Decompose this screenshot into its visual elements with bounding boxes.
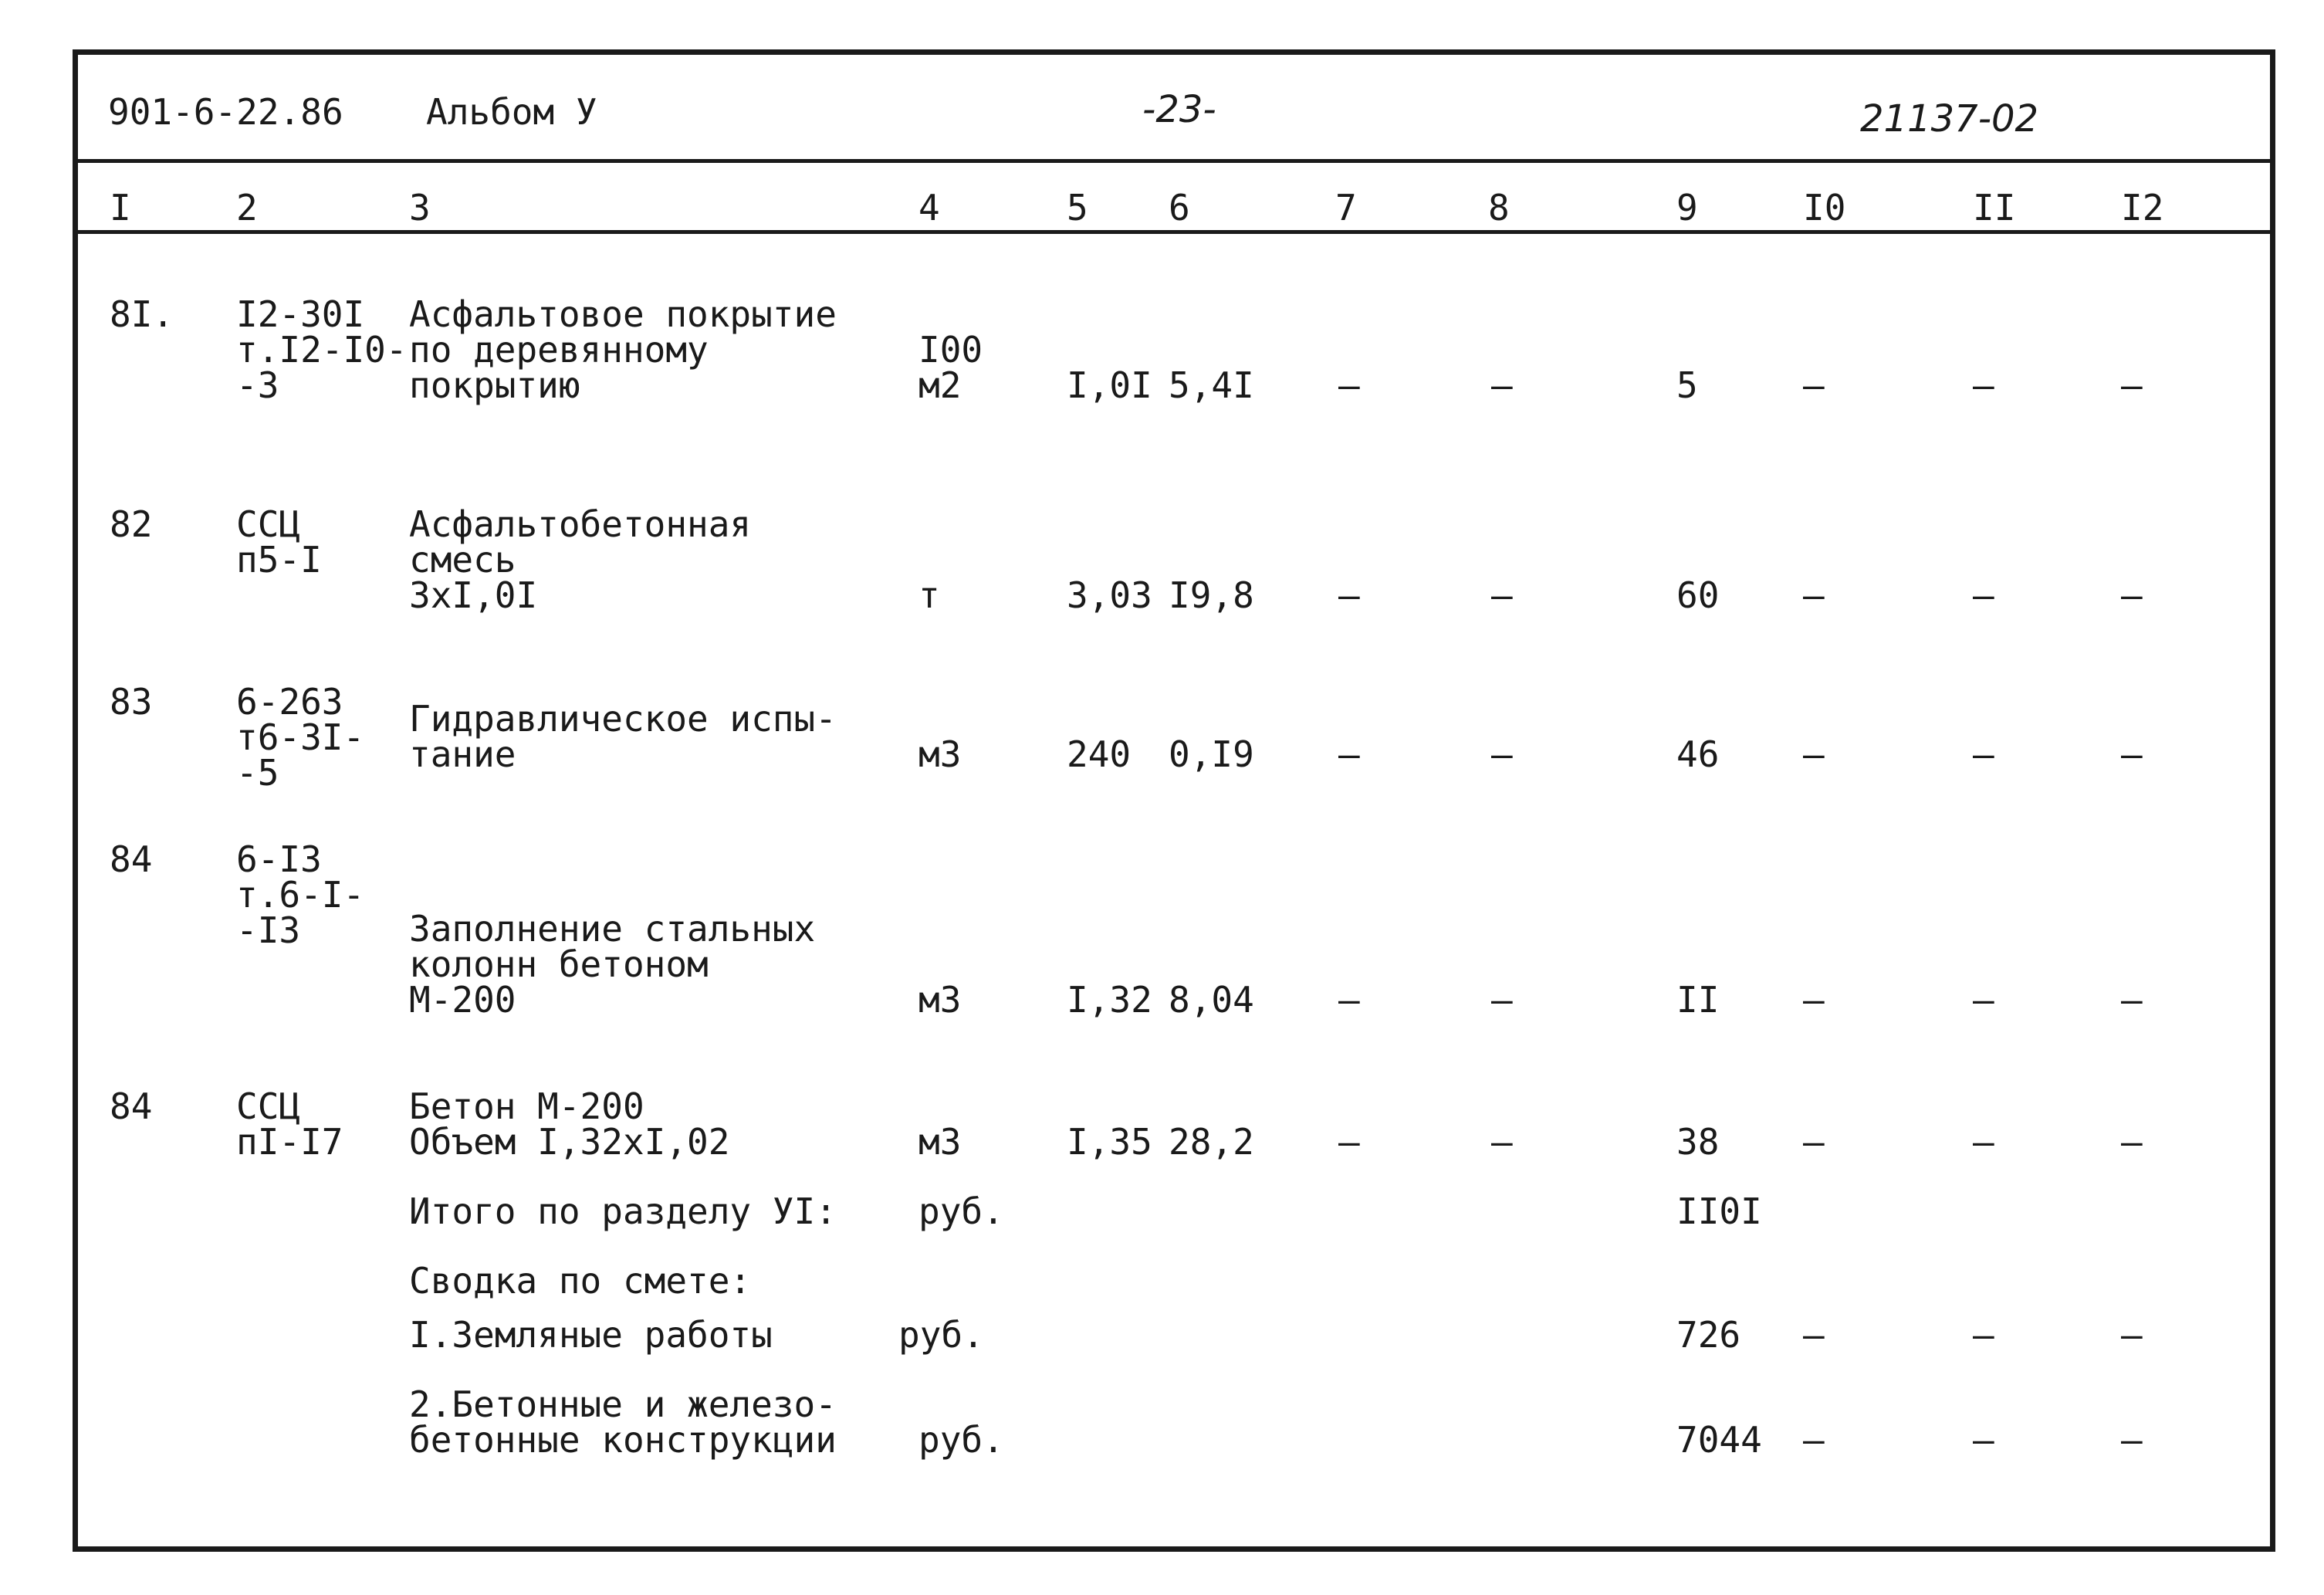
row-number: 84 — [110, 1085, 153, 1127]
row-col10: – — [1803, 979, 1825, 1021]
page-frame — [73, 49, 2275, 1552]
row-code: ССЦ пI-I7 — [236, 1085, 343, 1163]
summary-item-col10: – — [1803, 1314, 1825, 1356]
row-col7: – — [1338, 364, 1360, 406]
row-unit: т — [918, 574, 940, 616]
section-total-label: Итого по разделу УI: — [409, 1190, 837, 1232]
row-col8: – — [1491, 733, 1513, 775]
col-header-4: 4 — [918, 187, 940, 229]
album-label: Альбом У — [426, 91, 597, 133]
summary-item-value: 7044 — [1676, 1419, 1762, 1461]
summary-item-col10: – — [1803, 1419, 1825, 1461]
section-total-value: II0I — [1676, 1190, 1762, 1232]
row-unit: м3 — [918, 1121, 962, 1163]
row-col8: – — [1491, 1121, 1513, 1163]
page-number: -23- — [1142, 88, 1216, 131]
row-col10: – — [1803, 364, 1825, 406]
col-header-10: I0 — [1803, 187, 1846, 229]
summary-item-col12: – — [2121, 1314, 2143, 1356]
row-col11: – — [1973, 979, 1994, 1021]
row-number: 82 — [110, 503, 153, 545]
row-qty: 3,03 — [1067, 574, 1152, 616]
row-col11: – — [1973, 364, 1994, 406]
row-qty: I,35 — [1067, 1121, 1152, 1163]
row-col10: – — [1803, 733, 1825, 775]
row-price: 28,2 — [1169, 1121, 1254, 1163]
col-header-9: 9 — [1676, 187, 1698, 229]
row-price: 0,I9 — [1169, 733, 1254, 775]
col-header-5: 5 — [1067, 187, 1088, 229]
row-price: 5,4I — [1169, 364, 1254, 406]
row-name: Асфальтовое покрытие по деревянному покрытию — [409, 293, 837, 406]
row-col12: – — [2121, 364, 2143, 406]
row-number: 8I. — [110, 293, 174, 335]
col-header-1: I — [110, 187, 131, 229]
row-unit: м3 — [918, 979, 962, 1021]
row-code: I2-30I т.I2-I0- -3 — [236, 293, 408, 406]
row-col10: – — [1803, 1121, 1825, 1163]
col-header-8: 8 — [1488, 187, 1510, 229]
row-col7: – — [1338, 733, 1360, 775]
row-code: 6-263 т6-3I- -5 — [236, 681, 365, 794]
row-code: ССЦ п5-I — [236, 503, 322, 581]
summary-item-label: 2.Бетонные и железо- бетонные конструкции — [409, 1383, 837, 1461]
summary-item-unit: руб. — [898, 1314, 984, 1356]
row-col10: – — [1803, 574, 1825, 616]
row-col8: – — [1491, 979, 1513, 1021]
row-col7: – — [1338, 574, 1360, 616]
row-col9: 60 — [1676, 574, 1720, 616]
col-header-6: 6 — [1169, 187, 1190, 229]
summary-title: Сводка по смете: — [409, 1260, 752, 1302]
col-header-12: I2 — [2121, 187, 2164, 229]
row-col11: – — [1973, 1121, 1994, 1163]
row-price: 8,04 — [1169, 979, 1254, 1021]
col-header-7: 7 — [1335, 187, 1357, 229]
row-number: 83 — [110, 681, 153, 723]
row-col11: – — [1973, 733, 1994, 775]
row-code: 6-I3 т.6-I- -I3 — [236, 838, 365, 951]
col-header-11: II — [1973, 187, 2016, 229]
row-number: 84 — [110, 838, 153, 880]
row-name: Бетон М-200 Объем I,32хI,02 — [409, 1085, 730, 1163]
row-col12: – — [2121, 574, 2143, 616]
row-col7: – — [1338, 979, 1360, 1021]
row-col12: – — [2121, 733, 2143, 775]
row-col8: – — [1491, 364, 1513, 406]
document-code: 21137-02 — [1860, 97, 2039, 141]
summary-item-unit: руб. — [918, 1419, 1004, 1461]
row-name: Заполнение стальных колонн бетоном М-200 — [409, 908, 816, 1021]
row-col9: 46 — [1676, 733, 1720, 775]
summary-item-col11: – — [1973, 1419, 1994, 1461]
summary-item-value: 726 — [1676, 1314, 1741, 1356]
row-name: Асфальтобетонная смесь 3хI,0I — [409, 503, 752, 616]
col-header-3: 3 — [409, 187, 431, 229]
row-col7: – — [1338, 1121, 1360, 1163]
row-col12: – — [2121, 979, 2143, 1021]
col-header-2: 2 — [236, 187, 258, 229]
row-col9: 38 — [1676, 1121, 1720, 1163]
row-price: I9,8 — [1169, 574, 1254, 616]
row-qty: I,32 — [1067, 979, 1152, 1021]
column-header-rule — [73, 230, 2275, 234]
row-name: Гидравлическое испы- тание — [409, 698, 837, 775]
row-col12: – — [2121, 1121, 2143, 1163]
row-qty: I,0I — [1067, 364, 1152, 406]
summary-item-col11: – — [1973, 1314, 1994, 1356]
header-rule — [73, 159, 2275, 163]
row-col9: II — [1676, 979, 1720, 1021]
section-total-unit: руб. — [918, 1190, 1004, 1232]
row-unit: м3 — [918, 733, 962, 775]
row-col9: 5 — [1676, 364, 1698, 406]
row-col11: – — [1973, 574, 1994, 616]
row-qty: 240 — [1067, 733, 1132, 775]
row-unit: I00 м2 — [918, 329, 983, 406]
row-col8: – — [1491, 574, 1513, 616]
doc-number: 901-6-22.86 — [108, 91, 343, 133]
summary-item-col12: – — [2121, 1419, 2143, 1461]
summary-item-label: I.Земляные работы — [409, 1314, 773, 1356]
